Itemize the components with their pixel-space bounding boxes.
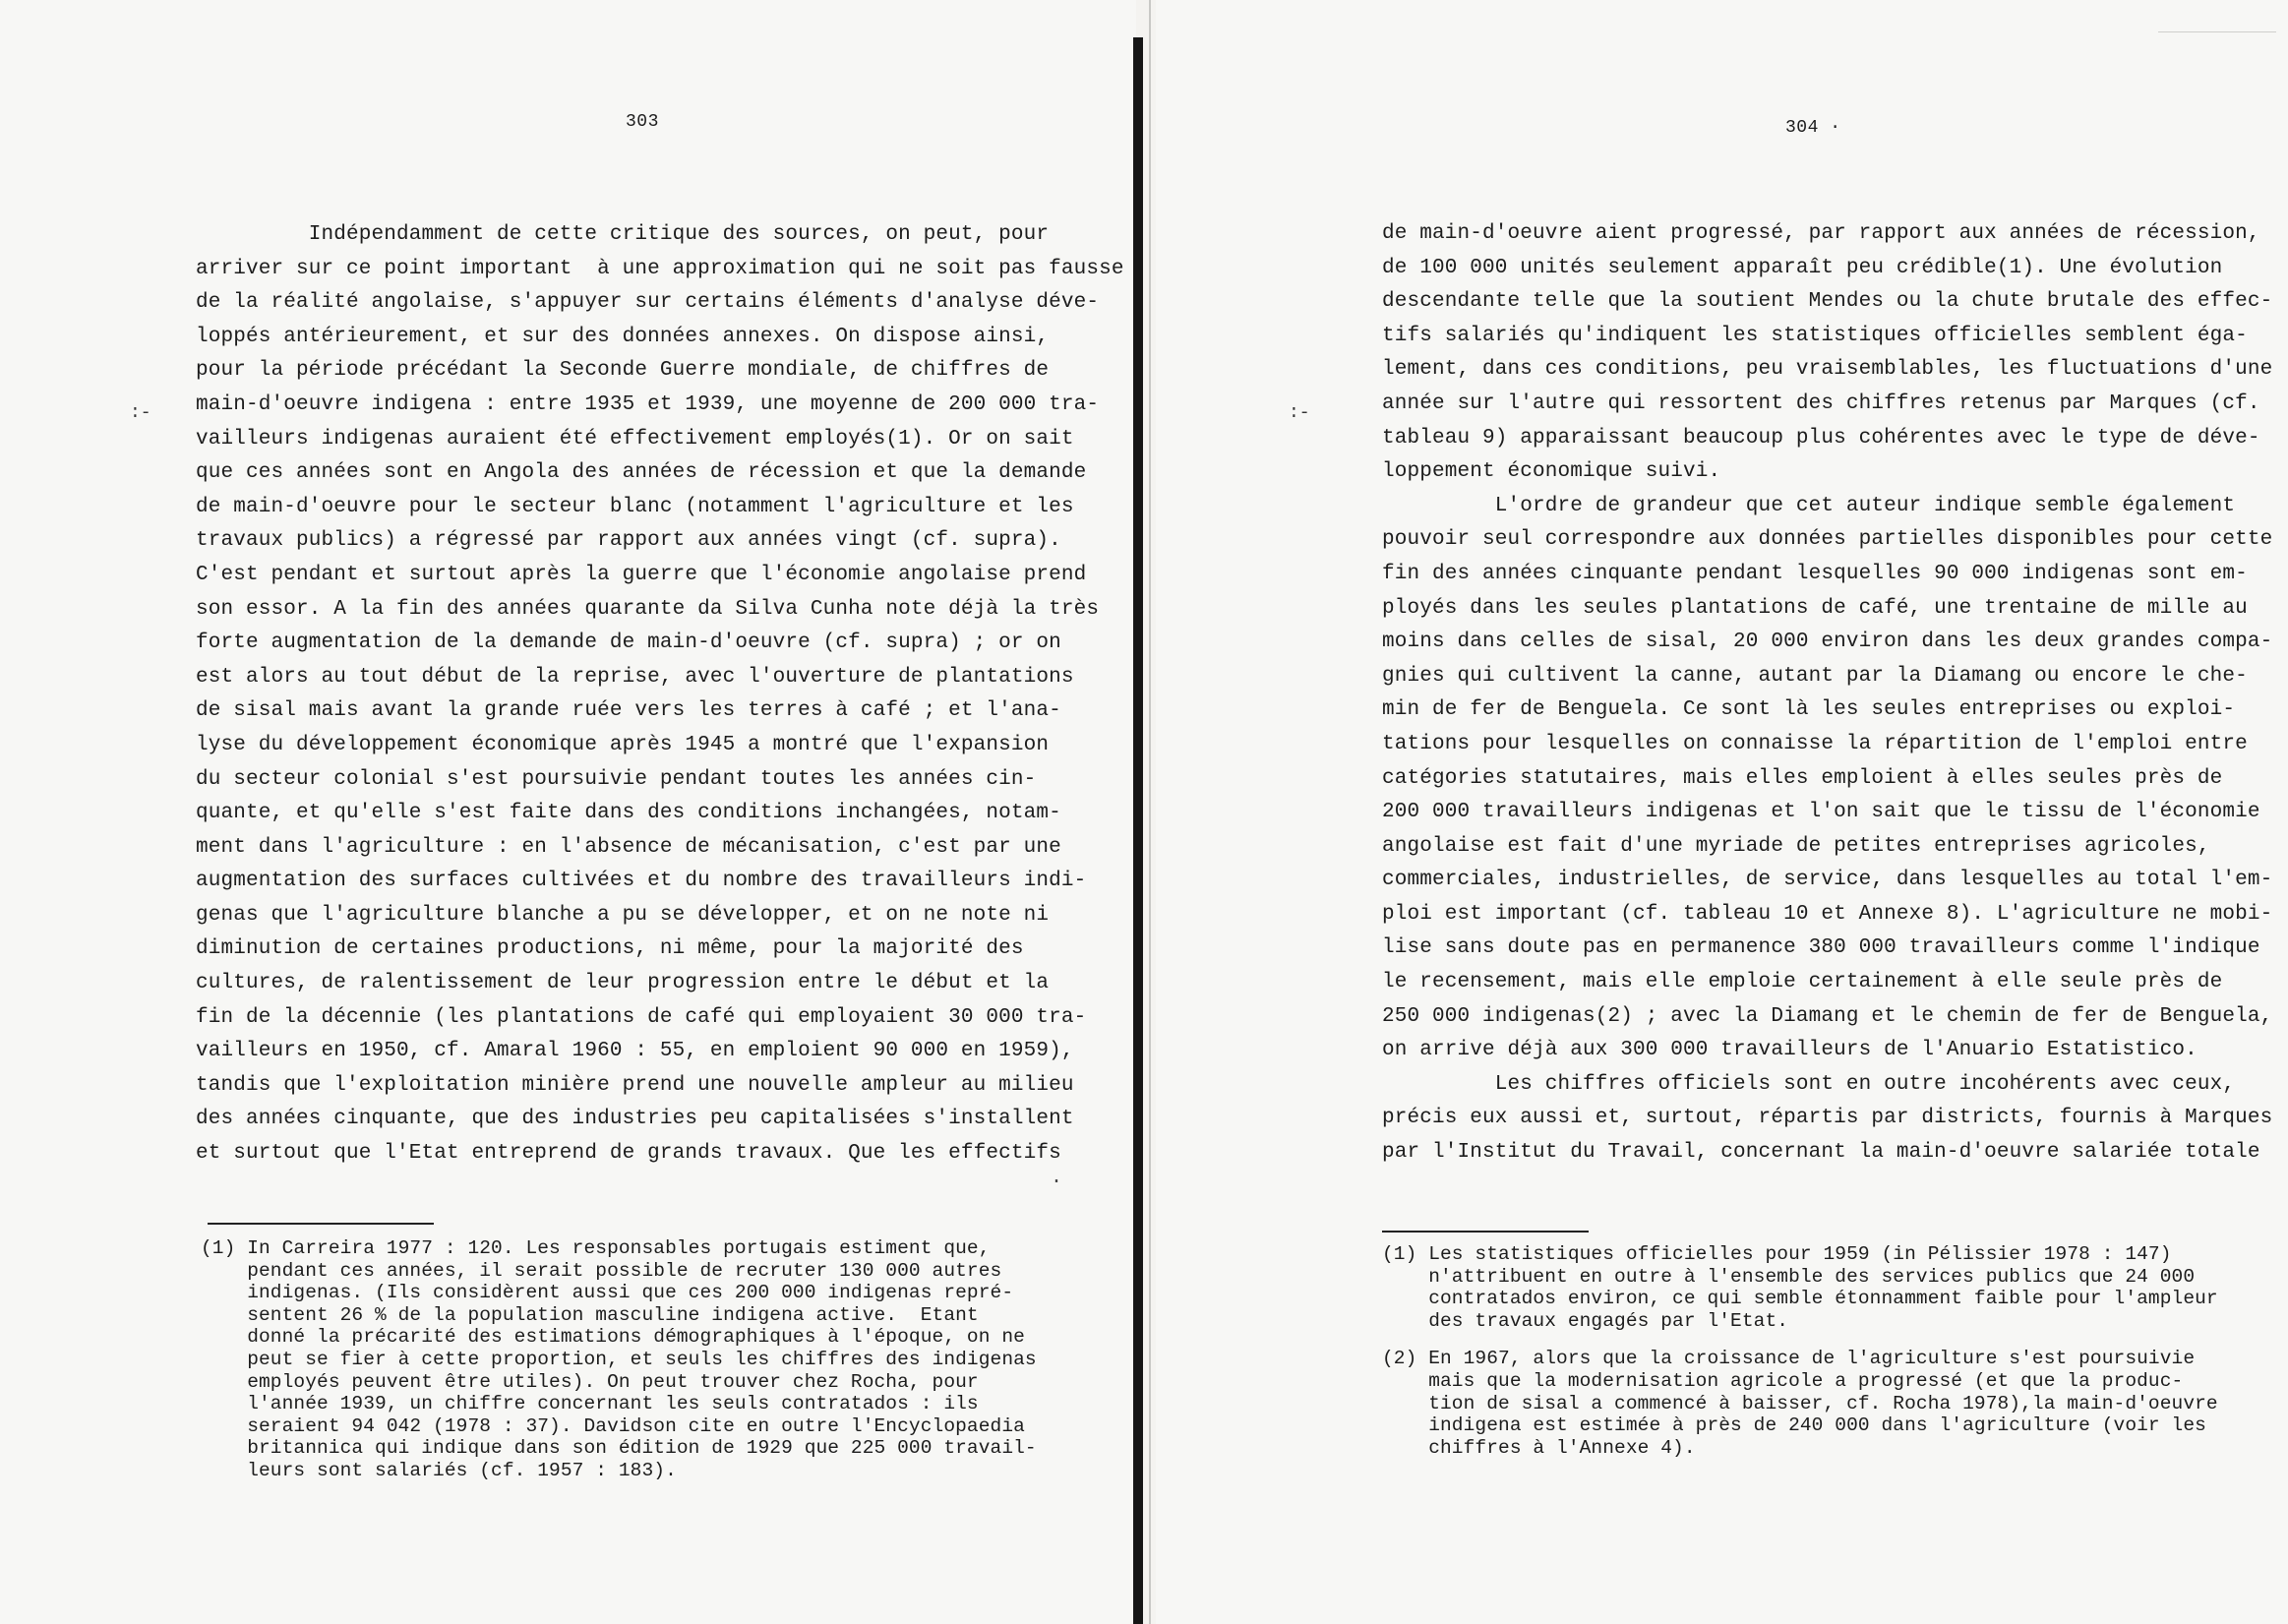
text-line: son essor. A la fin des années quarante da Silva Cunha note déjà la très <box>196 597 1100 621</box>
text-line: vailleurs indigenas auraient été effectivement employés(1). Or on sait <box>196 427 1074 451</box>
text-line: pouvoir seul correspondre aux données partielles disponibles pour cette <box>1382 528 2273 552</box>
footnote-line: (1) Les statistiques officielles pour 1959 (in Pélissier 1978 : 147) <box>1382 1243 2172 1265</box>
text-line: main-d'oeuvre indigena : entre 1935 et 1939, une moyenne de 200 000 tra- <box>196 392 1100 416</box>
footnotes <box>201 1237 1037 1482</box>
page-fold-line <box>2158 31 2276 32</box>
text-line: de main-d'oeuvre pour le secteur blanc (notamment l'agriculture et les <box>196 495 1074 518</box>
text-line: fin des années cinquante pendant lesquelles 90 000 indigenas sont em- <box>1382 562 2248 585</box>
footnote-gap <box>1382 1332 2218 1348</box>
footnote-line: tion de sisal a commencé à baisser, cf. Rocha 1978),la main-d'oeuvre <box>1382 1392 2218 1414</box>
text-line: loppés antérieurement, et sur des données annexes. On dispose ainsi, <box>196 325 1050 348</box>
text-line: précis eux aussi et, surtout, répartis par districts, fournis à Marques <box>1382 1107 2273 1130</box>
footnote-line: (2) En 1967, alors que la croissance de l'agriculture s'est poursuivie <box>1382 1348 2196 1370</box>
text-line: gnies qui cultivent la canne, autant par la Diamang ou encore le che- <box>1382 664 2248 688</box>
text-line: 200 000 travailleurs indigenas et l'on sait que le tissu de l'économie <box>1382 801 2260 824</box>
footnote-line: indigena est estimée à près de 240 000 dans l'agriculture (voir les <box>1382 1414 2206 1437</box>
margin-mark: :- <box>130 403 151 423</box>
footnotes <box>1382 1243 2218 1459</box>
body-text <box>1382 217 2272 1171</box>
text-line: loppement économique suivi. <box>1382 460 1721 484</box>
text-line: catégories statutaires, mais elles emploient à elles seules près de <box>1382 766 2223 790</box>
text-line: ployés dans les seules plantations de café, une trentaine de mille au <box>1382 596 2248 620</box>
text-line: pour la période précédant la Seconde Guerre mondiale, de chiffres de <box>196 359 1050 383</box>
footnote-line: des travaux engagés par l'Etat. <box>1382 1309 1789 1332</box>
footnote-line: indigenas. (Ils considèrent aussi que ces 200 000 indigenas repré- <box>201 1282 1014 1304</box>
text-line: augmentation des surfaces cultivées et du nombre des travailleurs indi- <box>196 870 1087 893</box>
text-line: tations pour lesquelles on connaisse la répartition de l'emploi entre <box>1382 732 2248 755</box>
footnote-line: leurs sont salariés (cf. 1957 : 183). <box>201 1459 677 1481</box>
text-line: diminution de certaines productions, ni même, pour la majorité des <box>196 937 1024 961</box>
text-line: le recensement, mais elle emploie certainement à elle seule près de <box>1382 971 2223 994</box>
text-line: forte augmentation de la demande de main-d'oeuvre (cf. supra) ; or on <box>196 632 1061 655</box>
page-number: 304 · <box>1785 118 1841 138</box>
text-line: on arrive déjà aux 300 000 travailleurs de l'Anuario Estatistico. <box>1382 1039 2198 1062</box>
text-line: tifs salariés qu'indiquent les statistiques officielles semblent éga- <box>1382 324 2248 347</box>
binding-gutter <box>1133 37 1143 1624</box>
text-line: 250 000 indigenas(2) ; avec la Diamang et le chemin de fer de Benguela, <box>1382 1004 2273 1028</box>
footnote-line: donné la précarité des estimations démographiques à l'époque, on ne <box>201 1326 1025 1349</box>
footnote-line: mais que la modernisation agricole a progressé (et que la produc- <box>1382 1369 2184 1392</box>
text-line: C'est pendant et surtout après la guerre que l'économie angolaise prend <box>196 563 1087 586</box>
text-line: de la réalité angolaise, s'appuyer sur certains éléments d'analyse déve- <box>196 291 1100 315</box>
page-number: 303 <box>626 112 659 132</box>
text-line: des années cinquante, que des industries peu capitalisées s'installent <box>196 1108 1074 1131</box>
footnote-line: chiffres à l'Annexe 4). <box>1382 1436 1696 1459</box>
text-line: lement, dans ces conditions, peu vraisemblables, les fluctuations d'une <box>1382 358 2273 382</box>
text-line: commerciales, industrielles, de service, dans lesquelles au total l'em- <box>1382 869 2273 892</box>
footnote-line: (1) In Carreira 1977 : 120. Les responsables portugais estiment que, <box>201 1237 991 1259</box>
text-line: Les chiffres officiels sont en outre incohérents avec ceux, <box>1382 1072 2236 1096</box>
text-line: tableau 9) apparaissant beaucoup plus cohérentes avec le type de déve- <box>1382 426 2260 450</box>
margin-mark-right: :- <box>1289 403 1310 423</box>
text-line: du secteur colonial s'est poursuivie pendant toutes les années cin- <box>196 767 1037 791</box>
text-line: de main-d'oeuvre aient progressé, par rapport aux années de récession, <box>1382 222 2260 245</box>
footnote-line: peut se fier à cette proportion, et seuls les chiffres des indigenas <box>201 1348 1037 1370</box>
gutter-edge <box>1149 0 1151 1624</box>
right-page <box>1156 0 2288 1624</box>
text-line: est alors au tout début de la reprise, avec l'ouverture de plantations <box>196 665 1074 689</box>
footnote-line: n'attribuent en outre à l'ensemble des services publics que 24 000 <box>1382 1265 2196 1288</box>
text-line: vailleurs en 1950, cf. Amaral 1960 : 55, en emploient 90 000 en 1959), <box>196 1040 1074 1063</box>
text-line: ploi est important (cf. tableau 10 et Annexe 8). L'agriculture ne mobi- <box>1382 902 2273 926</box>
text-line: L'ordre de grandeur que cet auteur indique semble également <box>1382 494 2236 517</box>
text-line: descendante telle que la soutient Mendes ou la chute brutale des effec- <box>1382 290 2273 314</box>
footnote-rule <box>1382 1231 1589 1233</box>
text-line: Indépendamment de cette critique des sources, on peut, pour <box>196 223 1050 246</box>
text-line: angolaise est fait d'une myriade de petites entreprises agricoles, <box>1382 834 2210 858</box>
footnote-line: employés peuvent être utiles). On peut trouver chez Rocha, pour <box>201 1370 979 1393</box>
text-line: quante, et qu'elle s'est faite dans des conditions inchangées, notam- <box>196 802 1061 825</box>
body-text <box>196 218 1124 1172</box>
text-line: travaux publics) a régressé par rapport aux années vingt (cf. supra). <box>196 529 1061 553</box>
text-line: ment dans l'agriculture : en l'absence de mécanisation, c'est par une <box>196 835 1061 859</box>
footnote-line: contratados environ, ce qui semble étonnamment faible pour l'ampleur <box>1382 1288 2218 1310</box>
footnote-line: britannica qui indique dans son édition de 1929 que 225 000 travail- <box>201 1437 1037 1460</box>
footnote-line: sentent 26 % de la population masculine indigena active. Etant <box>201 1303 979 1326</box>
stray-mark: . <box>1051 1167 1063 1189</box>
text-line: fin de la décennie (les plantations de café qui employaient 30 000 tra- <box>196 1005 1087 1029</box>
text-line: genas que l'agriculture blanche a pu se développer, et on ne note ni <box>196 903 1050 927</box>
footnote-line: l'année 1939, un chiffre concernant les seuls contratados : ils <box>201 1393 979 1415</box>
text-line: et surtout que l'Etat entreprend de grands travaux. Que les effectifs <box>196 1142 1061 1166</box>
text-line: min de fer de Benguela. Ce sont là les seules entreprises ou exploi- <box>1382 698 2236 722</box>
footnote-line: pendant ces années, il serait possible de recruter 130 000 autres <box>201 1259 1002 1282</box>
footnote-line: seraient 94 042 (1978 : 37). Davidson cite en outre l'Encyclopaedia <box>201 1414 1025 1437</box>
text-line: moins dans celles de sisal, 20 000 environ dans les deux grandes compa- <box>1382 631 2273 654</box>
text-line: arriver sur ce point important à une approximation qui ne soit pas fausse <box>196 257 1124 280</box>
text-line: de sisal mais avant la grande ruée vers les terres à café ; et l'ana- <box>196 699 1061 723</box>
text-line: année sur l'autre qui ressortent des chiffres retenus par Marques (cf. <box>1382 391 2260 415</box>
text-line: tandis que l'exploitation minière prend une nouvelle ampleur au milieu <box>196 1073 1074 1097</box>
text-line: lyse du développement économique après 1945 a montré que l'expansion <box>196 733 1050 756</box>
footnote-rule <box>208 1223 434 1225</box>
text-line: de 100 000 unités seulement apparaît peu crédible(1). Une évolution <box>1382 256 2223 279</box>
left-page <box>0 0 1136 1624</box>
text-line: lise sans doute pas en permanence 380 000 travailleurs comme l'indique <box>1382 936 2260 960</box>
text-line: cultures, de ralentissement de leur progression entre le début et la <box>196 972 1050 995</box>
text-line: par l'Institut du Travail, concernant la main-d'oeuvre salariée totale <box>1382 1141 2260 1165</box>
text-line: que ces années sont en Angola des années de récession et que la demande <box>196 461 1087 485</box>
